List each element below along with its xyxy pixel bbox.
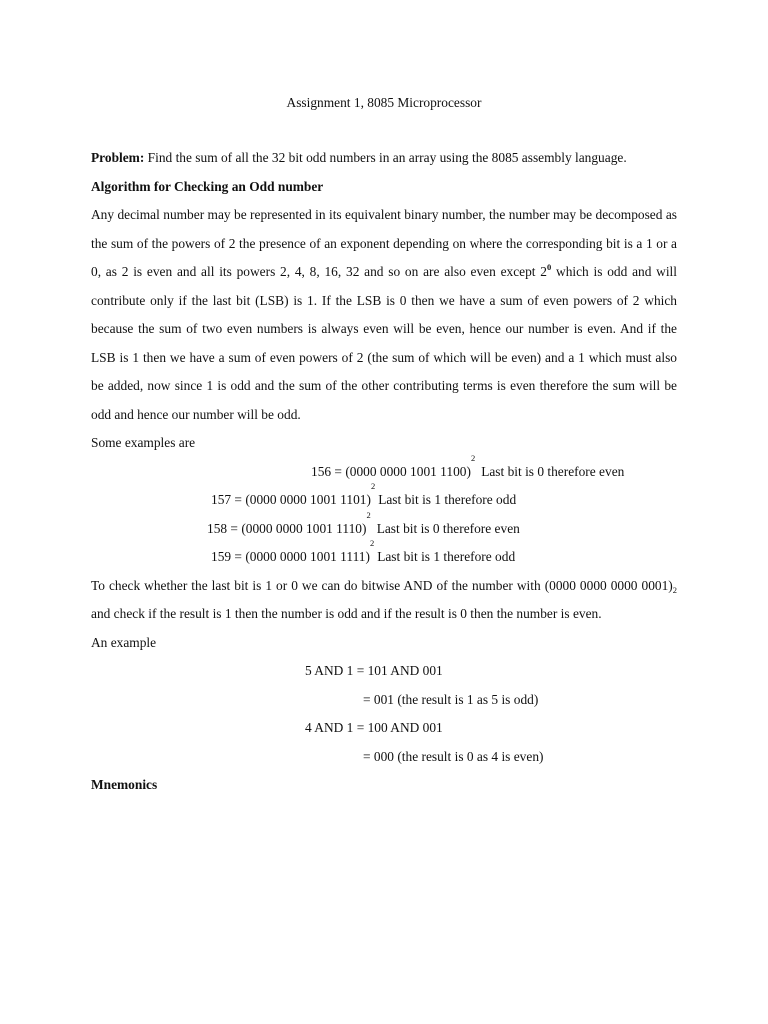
and-example-line: = 001 (the result is 1 as 5 is odd) — [363, 691, 539, 707]
base-subscript: 2 — [470, 452, 476, 463]
base-subscript: 2 — [370, 481, 376, 491]
binary-example-rhs: Last bit is 0 therefore even — [481, 463, 625, 479]
examples-intro: Some examples are — [91, 435, 196, 450]
binary-example — [91, 481, 677, 515]
binary-example — [91, 538, 677, 572]
and-example-line: 5 AND 1 = 101 AND 001 — [305, 663, 443, 678]
document-title: Assignment 1, 8085 Microprocessor — [286, 95, 482, 110]
check-text-end: and check if the result is 1 then the number is odd and if the result is 0 then the number is even. — [91, 606, 602, 621]
base-subscript: 2 — [369, 538, 375, 548]
exponent-superscript: 0 — [547, 262, 552, 272]
binary-example-lhs: 157 = (0000 0000 1001 1101) — [211, 492, 371, 507]
document-body — [91, 144, 677, 800]
binary-example-lhs: 158 = (0000 0000 1001 1110) — [207, 520, 367, 536]
algorithm-text-start: Any decimal number may be represented in its equivalent binary number, the number may be decomposed as the sum of the powers of 2 the presence of an exponent depending on where the corresponding bit is a 1 or a 0, as 2 is even and all its powers 2, 4, 8, 16, 32 and so on are also even except 2 — [91, 207, 677, 279]
algorithm-paragraph — [91, 201, 677, 429]
binary-example-lhs: 156 = (0000 0000 1001 1100) — [311, 463, 471, 479]
and-example-line: 4 AND 1 = 100 AND 001 — [305, 720, 443, 735]
binary-example-rhs: Last bit is 0 therefore even — [376, 520, 520, 536]
and-example-line: = 000 (the result is 0 as 4 is even) — [363, 748, 544, 764]
binary-example — [91, 452, 677, 487]
algorithm-text-end: which is odd and will contribute only if the last bit (LSB) is 1. If the LSB is 0 then we have a sum of even powers of 2 which because the sum of two even numbers is always even will be even, hence our number is even. And if the LSB is 1 then we have a sum of even powers of 2 (the sum of which will be even) and a 1 which must also be added, now since 1 is odd and the sum of the other contributing terms is even therefore the sum will be odd and hence our number will be odd. — [91, 264, 677, 422]
binary-example-lhs: 159 = (0000 0000 1001 1111) — [211, 549, 370, 564]
base-subscript: 2 — [366, 509, 371, 520]
base-subscript: 2 — [672, 584, 677, 595]
an-example-intro: An example — [91, 634, 157, 650]
mnemonics-heading: Mnemonics — [91, 777, 158, 792]
binary-example-rhs: Last bit is 1 therefore odd — [378, 492, 517, 507]
algorithm-heading: Algorithm for Checking an Odd number — [91, 178, 324, 194]
problem-label: Problem: — [91, 150, 145, 165]
binary-examples-list — [91, 452, 677, 572]
check-text-start: To check whether the last bit is 1 or 0 we can do bitwise AND of the number with (0000 0000 0000 0001) — [91, 577, 673, 593]
binary-example — [91, 509, 677, 544]
and-examples-list — [91, 657, 677, 771]
check-paragraph — [91, 572, 677, 629]
problem-paragraph — [91, 144, 677, 173]
binary-example-rhs: Last bit is 1 therefore odd — [377, 549, 516, 564]
problem-text: Find the sum of all the 32 bit odd numbers in an array using the 8085 assembly language. — [147, 150, 627, 165]
